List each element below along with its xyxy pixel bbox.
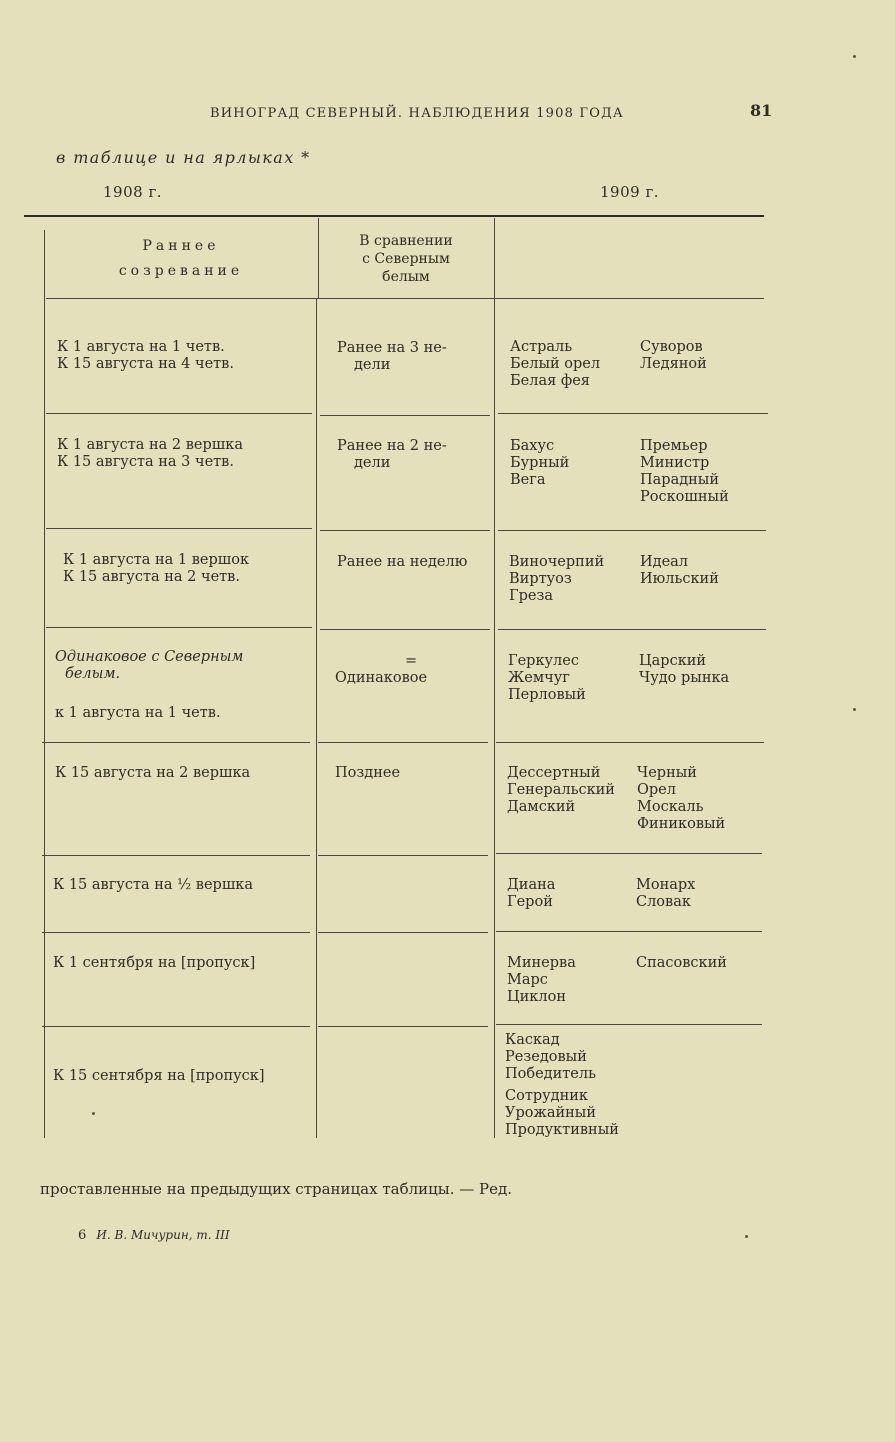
variety-name: Финиковый [637,816,726,832]
variety-name: Победитель [505,1066,596,1082]
row-rule [496,1024,762,1025]
source-reference: И. В. Мичурин, т. III [96,1228,230,1242]
row-0-names-a [510,339,600,390]
page-footer [78,1228,230,1243]
variety-name: Черный [637,765,697,781]
variety-name: Белый орел [510,356,601,372]
variety-name: Перловый [508,687,586,703]
row-rule [42,742,310,743]
early-line: К 1 августа на 1 четв. [57,339,225,355]
row-rule [42,932,310,933]
variety-name: Суворов [640,339,703,355]
row-rule [498,629,766,630]
column-header-compare-line: белым [382,269,430,285]
variety-name: Бурный [510,455,570,471]
row-1-early [57,437,243,471]
variety-name: Циклон [507,989,566,1005]
variety-name: Бахус [510,438,555,454]
signature-number: 6 [78,1228,87,1243]
early-line: К 1 сентября на [пропуск] [53,955,256,971]
variety-name: Сотрудник [505,1088,588,1104]
variety-name: Диана [507,877,556,893]
row-7-names-a2 [505,1088,619,1139]
variety-name: Москаль [637,799,704,815]
column-header-early-line1: Раннее [142,238,220,254]
row-4-names-b [637,765,725,833]
variety-name: Спасовский [636,955,727,971]
row-0-names-b [640,339,707,373]
row-rule [318,1026,488,1027]
row-5-names-b [636,877,695,911]
variety-name: Роскошный [640,489,729,505]
early-line: К 15 сентября на [пропуск] [53,1068,265,1084]
early-line: К 15 августа на ½ вершка [53,877,254,893]
row-rule [496,931,762,932]
early-line: Одинаковое с Северным [55,649,244,665]
column-header-compare-line: с Северным [362,251,450,267]
variety-name: Монарх [636,877,696,893]
col-divider-2 [494,218,495,1138]
variety-name: Виртуоз [509,571,572,587]
column-header-compare [318,232,494,286]
row-3-early-italic [55,649,243,683]
variety-name: Марс [507,972,548,988]
compare-line: Позднее [335,765,401,781]
variety-name: Геркулес [508,653,579,669]
variety-name: Генеральский [507,782,615,798]
year-1908-label: 1908 г. [103,183,163,201]
print-speck [853,708,856,711]
variety-name: Июльский [640,571,719,587]
variety-name: Резедовый [505,1049,587,1065]
row-6-early [53,955,255,972]
page-number: 81 [750,101,773,120]
variety-name: Виночерпий [509,554,605,570]
row-rule [320,629,490,630]
row-3-compare-mark: = [405,653,418,669]
column-header-early-line2: созревание [118,263,244,279]
row-4-compare [335,765,400,782]
early-line: К 15 августа на 2 четв. [63,569,240,585]
variety-name: Герой [507,894,553,910]
row-rule [320,530,490,531]
variety-name: Астраль [510,339,573,355]
compare-line: Ранее на 2 не- [337,438,447,454]
row-3-compare [335,670,427,687]
variety-name: Продуктивный [505,1122,619,1138]
table-top-rule [24,215,764,217]
variety-name: Орел [637,782,676,798]
intro-text: в таблице и на ярлыках * [56,148,311,167]
variety-name: Минерва [507,955,576,971]
row-2-compare [337,554,467,571]
compare-line: дели [354,357,391,373]
column-header-compare-line: В сравнении [359,233,453,249]
variety-name: Дессертный [507,765,601,781]
running-title: ВИНОГРАД СЕВЕРНЫЙ. НАБЛЮДЕНИЯ 1908 ГОДА [210,106,624,121]
row-1-names-a [510,438,569,489]
footnote: проставленные на предыдущих страницах таблицы. — Ред. [40,1180,513,1198]
early-line: К 15 августа на 4 четв. [57,356,234,372]
compare-line: Ранее на неделю [337,554,468,570]
variety-name: Чудо рынка [639,670,730,686]
compare-line: Одинаковое [335,670,428,686]
early-line: К 1 августа на 1 вершок [63,552,250,568]
row-2-names-b [640,554,719,588]
row-0-early [57,339,234,373]
row-rule [496,742,764,743]
row-rule [46,413,312,414]
compare-line: дели [354,455,391,471]
row-rule [498,413,768,414]
year-1909-label: 1909 г. [600,183,660,201]
variety-name: Премьер [640,438,708,454]
row-6-names-b [636,955,727,972]
row-1-names-b [640,438,729,506]
early-line: к 1 августа на 1 четв. [55,705,221,721]
variety-name: Урожайный [505,1105,597,1121]
row-rule [46,528,312,529]
header-rule [46,298,764,299]
row-rule [42,855,310,856]
row-3-names-b [639,653,729,687]
variety-name: Каскад [505,1032,560,1048]
variety-name: Белая фея [510,373,590,389]
early-line: К 1 августа на 2 вершка [57,437,243,453]
row-4-names-a [507,765,615,816]
variety-name: Греза [509,588,554,604]
row-rule [496,853,762,854]
row-rule [318,932,488,933]
row-3-names-a [508,653,586,704]
column-header-early [46,234,316,284]
variety-name: Жемчуг [508,670,570,686]
row-rule [320,415,490,416]
row-4-early [55,765,250,782]
variety-name: Парадный [640,472,720,488]
row-7-early [53,1068,264,1085]
variety-name: Идеал [640,554,689,570]
variety-name: Министр [640,455,710,471]
variety-name: Царский [639,653,707,669]
row-rule [42,1026,310,1027]
row-rule [318,742,488,743]
print-speck [92,1112,95,1115]
table-left-border [44,230,45,1138]
col-divider-1-lower [316,298,317,1138]
early-line: белым. [65,666,121,682]
row-5-names-a [507,877,555,911]
variety-name: Дамский [507,799,576,815]
row-rule [46,627,312,628]
variety-name: Ледяной [640,356,707,372]
row-5-early [53,877,253,894]
row-2-early [63,552,249,586]
early-line: К 15 августа на 3 четв. [57,454,234,470]
row-rule [318,855,488,856]
row-7-names-a [505,1032,596,1083]
print-speck [853,55,856,58]
row-1-compare [337,438,447,472]
row-0-compare [337,340,447,374]
compare-line: Ранее на 3 не- [337,340,447,356]
row-6-names-a [507,955,576,1006]
row-3-early [55,705,221,722]
variety-name: Вега [510,472,546,488]
print-speck [745,1235,748,1238]
row-rule [498,530,766,531]
early-line: К 15 августа на 2 вершка [55,765,251,781]
row-2-names-a [509,554,604,605]
variety-name: Словак [636,894,691,910]
